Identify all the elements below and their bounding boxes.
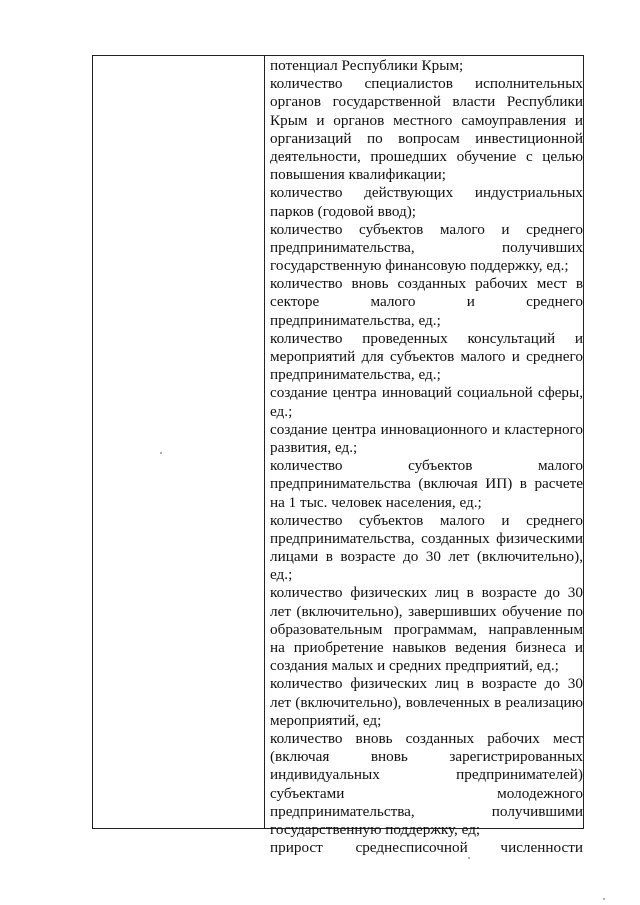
scan-speck (603, 898, 605, 900)
text-line: лет (включительно), завершивших обучение по (270, 602, 583, 620)
scan-speck (160, 452, 162, 454)
text-line: Крым и органов местного самоуправления и (270, 111, 583, 129)
text-line: создание центра инноваций социальной сферы, (270, 384, 583, 402)
text-line: предпринимательства, ед.; (270, 311, 441, 329)
text-line: деятельности, прошедших обучение с целью (270, 147, 583, 165)
table-column-divider (264, 55, 265, 829)
text-line: государственную финансовую поддержку, ед.; (270, 257, 569, 275)
text-line: количество действующих индустриальных (270, 184, 583, 202)
text-line: количество физических лиц в возрасте до 30 (270, 584, 583, 602)
text-line: потенциал Республики Крым; (270, 57, 464, 74)
text-line: количество специалистов исполнительных (270, 75, 583, 93)
text-line: предпринимательства, получивших (270, 238, 583, 256)
table-right-cell (270, 57, 583, 857)
text-line: предпринимательства, получившими (270, 802, 583, 820)
text-line: предпринимательства (включая ИП) в расчете (270, 475, 583, 493)
text-line: государственную поддержку, ед; (270, 820, 481, 838)
text-line: ед.; (270, 402, 293, 420)
text-line: ед.; (270, 566, 293, 584)
text-line: образовательным программам, направленным (270, 620, 583, 638)
text-line: количество проведенных консультаций и (270, 329, 583, 347)
text-line: мероприятий для субъектов малого и среднего (270, 348, 583, 365)
indicator-text-lines (270, 57, 583, 857)
text-line: количество вновь созданных рабочих мест (270, 729, 583, 747)
text-line: организаций по вопросам инвестиционной (270, 129, 583, 147)
text-line: предпринимательства, ед.; (270, 366, 441, 384)
text-line: количество физических лиц в возрасте до 30 (270, 675, 583, 693)
text-line: мероприятий, ед; (270, 711, 382, 729)
text-line: количество субъектов малого (270, 457, 583, 475)
text-line: органов государственной власти Республики (270, 93, 583, 111)
text-line: количество вновь созданных рабочих мест в (270, 275, 583, 293)
text-line: создания малых и средних предприятий, ед.; (270, 657, 559, 675)
text-line: повышения квалификации; (270, 166, 446, 184)
table-left-cell (92, 55, 264, 829)
text-line: секторе малого и среднего (270, 293, 583, 311)
text-line: субъектами молодежного (270, 784, 583, 802)
text-line: количество субъектов малого и среднего (270, 220, 583, 238)
scan-speck (468, 857, 470, 859)
text-line: прирост среднесписочной численности (270, 839, 583, 857)
text-line: количество субъектов малого и среднего (270, 511, 583, 529)
text-line: индивидуальных предпринимателей) (270, 766, 583, 784)
text-line: лет (включительно), вовлеченных в реализацию (270, 693, 583, 711)
text-line: лицами в возрасте до 30 лет (включительно), (270, 548, 583, 566)
text-line: развития, ед.; (270, 438, 358, 456)
text-line: на приобретение навыков ведения бизнеса и (270, 639, 583, 656)
text-line: создание центра инновационного и кластерного (270, 420, 583, 438)
text-line: парков (годовой ввод); (270, 202, 416, 220)
text-line: предпринимательства, созданных физическими (270, 529, 583, 547)
text-line: (включая вновь зарегистрированных (270, 748, 583, 766)
text-line: на 1 тыс. человек населения, ед.; (270, 493, 482, 511)
